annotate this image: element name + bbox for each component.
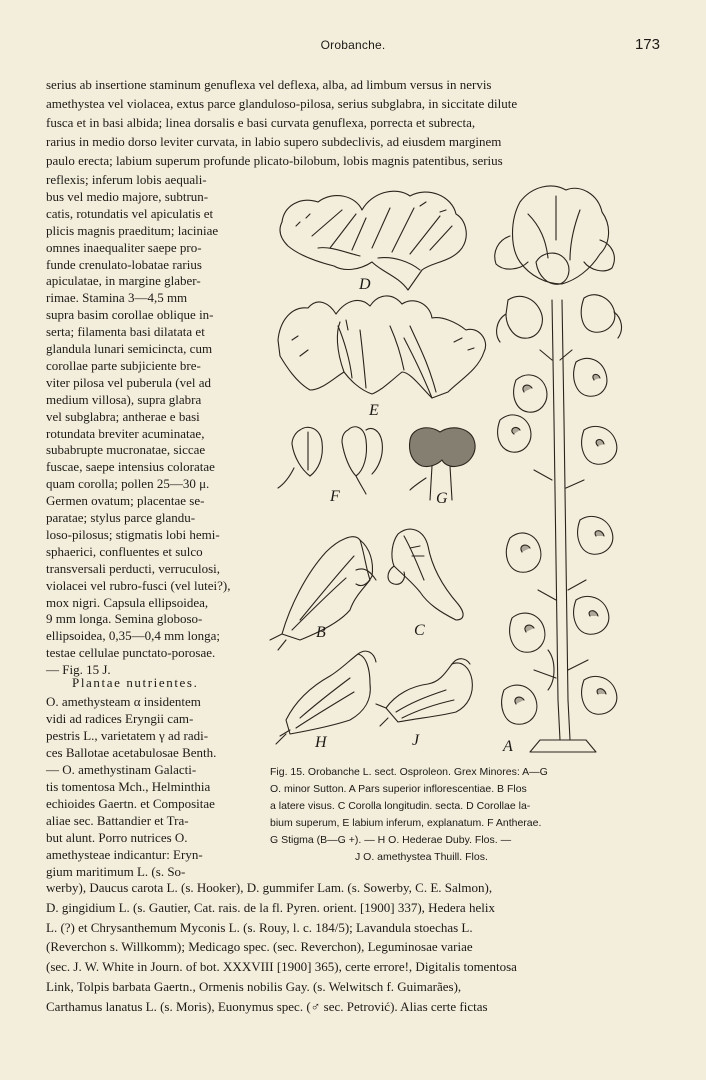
body-line: tis tomentosa Mch., Helminthia <box>46 779 211 794</box>
figure-label-h: H <box>315 734 327 751</box>
drawing-f-anthers <box>278 427 382 494</box>
body-line: glandula lunari semicincta, cum <box>46 341 213 356</box>
drawing-d-upper-lip <box>280 191 466 290</box>
body-line: echioides Gaertn. et Compositae <box>46 796 215 811</box>
body-line: apiculatae, in margine glaber- <box>46 273 201 289</box>
body-line: subabrupte mucronatae, siccae <box>46 442 206 458</box>
body-line: loso-pilosus; stigmatis lobi hemi- <box>46 526 220 542</box>
drawing-e-lower-lip <box>278 296 486 398</box>
drawing-h-flower <box>276 651 376 744</box>
body-line: rotundata breviter acuminatae, <box>46 425 205 441</box>
body-line: vel subglabra; antherae e basi <box>46 408 200 424</box>
caption-line: J O. amethystea Thuill. Flos. <box>355 851 488 863</box>
figure-label-f: F <box>330 488 340 505</box>
body-line: aliae sec. Battandier et Tra- <box>46 813 189 828</box>
figure-label-g: G <box>436 490 448 507</box>
caption-line: a latere visus. C Corolla longitudin. secta. D Corollae la- <box>270 800 531 812</box>
figure-label-c: C <box>414 622 425 639</box>
body-line: — O. amethystinam Galacti- <box>46 762 197 777</box>
body-line: O. amethysteam α insidentem <box>46 694 201 709</box>
body-line: D. gingidium L. (s. Gautier, Cat. rais. de la fl. Pyren. orient. [1900] 337), Hedera helix <box>46 899 495 915</box>
body-line: medium villosa), supra glabra <box>46 391 202 407</box>
section-heading: Plantae nutrientes. <box>72 675 199 690</box>
body-line: supra basim corollae oblique in- <box>46 307 214 323</box>
body-line: quam corolla; pollen 25—30 μ. <box>46 476 210 492</box>
body-line: violacei vel rubro-fusci (vel lutei?), <box>46 577 231 593</box>
caption-line: G Stigma (B—G +). — H O. Hederae Duby. Flos. — <box>270 834 512 846</box>
body-line: rarius in medio dorso leviter curvata, in labio supero subdeclivis, ad eiusdem marginem <box>46 134 502 149</box>
body-line: reflexis; inferum lobis aequali- <box>46 172 207 187</box>
body-line: amethystea vel violacea, extus parce glanduloso-pilosa, serius subglabra, in siccitate dilute <box>46 96 518 111</box>
body-line: L. (?) et Chrysanthemum Myconis L. (s. Rouy, l. c. 184/5); Lavandula stoechas L. <box>46 919 473 935</box>
body-line: fuscae, saepe intensius coloratae <box>46 459 215 475</box>
body-line: paratae; stylus parce glandu- <box>46 510 196 525</box>
body-line: fusca et in basi albida; linea dorsalis e basi curvata genuflexa, porrecta et subrecta, <box>46 115 476 130</box>
body-line: paulo erecta; labium superum profunde plicato-bilobum, lobis magnis patentibus, serius <box>46 153 503 168</box>
body-line: catis, rotundatis vel apiculatis et <box>46 205 214 221</box>
body-line: Link, Tolpis barbata Gaertn., Ormenis nobilis Gay. (s. Welwitsch f. Guimarães), <box>46 979 462 994</box>
body-line: but alunt. Porro nutrices O. <box>46 830 188 845</box>
drawing-j-flower <box>376 659 472 726</box>
figure-label-b: B <box>316 624 326 641</box>
caption-line: O. minor Sutton. A Pars superior inflorescentiae. B Flos <box>270 783 527 795</box>
body-line: plicis magnis praeditum; laciniae <box>46 222 219 238</box>
body-line: werby), Daucus carota L. (s. Hooker), D. gummifer Lam. (s. Sowerby, C. E. Salmon), <box>46 880 493 895</box>
caption-line: bium superum, E labium inferum, explanatum. F Antherae. <box>270 817 542 829</box>
body-line: corollae parte subjiciente bre- <box>46 357 201 373</box>
caption-line: Fig. 15. Orobanche L. sect. Osproleon. Grex Minores: A—G <box>270 766 548 778</box>
body-line: gium maritimum L. (s. So- <box>46 864 186 879</box>
figure-label-d: D <box>359 276 371 293</box>
body-line: transversali perducti, verruculosi, <box>46 560 220 576</box>
running-title: Orobanche. <box>320 38 386 52</box>
body-line: pestris L., varietatem γ ad radi- <box>46 728 209 743</box>
body-line: — Fig. 15 J. <box>46 662 111 678</box>
body-line: ellipsoidea, 0,35—0,4 mm longa; <box>46 628 221 644</box>
figure-label-a: A <box>503 738 513 755</box>
body-line: ces Ballotae acetabulosae Benth. <box>46 745 217 760</box>
drawing-a-inflorescence <box>495 186 622 752</box>
body-line: serta; filamenta basi dilatata et <box>46 324 205 340</box>
drawing-c-corolla <box>388 529 463 620</box>
page-number: 173 <box>634 36 660 53</box>
body-line: viter pilosa vel puberula (vel ad <box>46 374 211 390</box>
body-line: sphaerici, confluentes et sulco <box>46 543 203 559</box>
body-line: vidi ad radices Eryngii cam- <box>46 711 194 726</box>
body-line: mox nigri. Capsula ellipsoidea, <box>46 594 209 610</box>
body-line: (Reverchon s. Willkomm); Medicago spec. (sec. Reverchon), Leguminosae variae <box>46 939 473 955</box>
body-line: testae cellulae punctato-porosae. <box>46 645 216 661</box>
body-line: Germen ovatum; placentae se- <box>46 493 205 509</box>
body-line: funde crenulato-lobatae rarius <box>46 256 202 272</box>
body-line: Carthamus lanatus L. (s. Moris), Euonymus spec. (♂ sec. Petrović). Alias certe fictas <box>46 998 488 1014</box>
body-line: 9 mm longa. Semina globoso- <box>46 611 203 627</box>
body-line: rimae. Stamina 3—4,5 mm <box>46 290 188 306</box>
figure-label-j: J <box>412 732 420 749</box>
body-line: (sec. J. W. White in Journ. of bot. XXXVIII [1900] 365), certe errore!, Digitalis tomentosa <box>46 959 517 975</box>
figure-label-e: E <box>369 402 379 419</box>
body-line: omnes inaequaliter saepe pro- <box>46 239 202 255</box>
body-line: amethysteae indicantur: Eryn- <box>46 847 203 862</box>
body-line: bus vel medio majore, subtrun- <box>46 188 209 204</box>
body-line: serius ab insertione staminum genuflexa vel deflexa, alba, ad limbum versus in nervis <box>46 77 492 92</box>
